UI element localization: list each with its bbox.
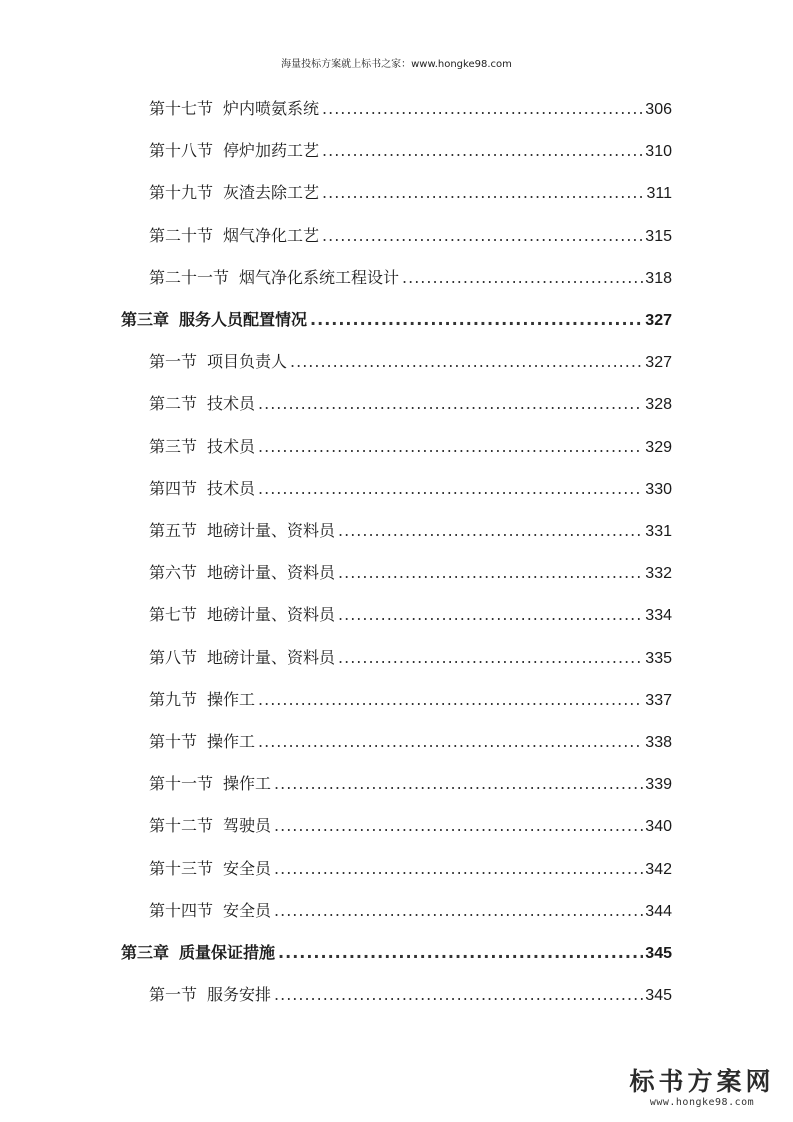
toc-entry-title: 烟气净化系统工程设计 <box>239 267 400 287</box>
toc-entry-page: 327 <box>645 312 672 329</box>
toc-entry-title: 地磅计量、资料员 <box>207 563 336 583</box>
toc-entry-number: 第十三节 <box>149 858 214 878</box>
toc-leader-dots <box>258 392 643 416</box>
toc-section-entry[interactable] <box>149 730 672 754</box>
toc-leader-dots <box>338 561 643 585</box>
toc-leader-dots <box>338 603 643 627</box>
toc-entry-number: 第九节 <box>149 689 198 709</box>
toc-leader-dots <box>258 477 643 501</box>
toc-section-entry[interactable] <box>149 392 672 416</box>
toc-entry-page: 329 <box>645 438 672 456</box>
toc-entry-number: 第二节 <box>149 394 198 414</box>
toc-entry-page: 331 <box>645 523 672 540</box>
toc-entry-number: 第三章 <box>121 310 170 329</box>
toc-section-entry[interactable] <box>149 603 672 627</box>
toc-entry-number: 第一节 <box>149 985 198 1005</box>
toc-entry-number: 第二十节 <box>149 225 214 245</box>
toc-entry-title: 炉内喷氨系统 <box>223 99 320 118</box>
toc-leader-dots <box>274 983 643 1007</box>
toc-section-entry[interactable] <box>149 435 672 459</box>
toc-entry-title: 地磅计量、资料员 <box>207 521 336 540</box>
toc-entry-title: 操作工 <box>207 689 256 709</box>
toc-leader-dots <box>310 308 643 332</box>
toc-entry-title: 操作工 <box>207 732 256 751</box>
toc-entry-page: 339 <box>645 776 672 794</box>
toc-leader-dots <box>290 350 643 374</box>
toc-entry-title: 技术员 <box>207 436 256 456</box>
toc-entry-number: 第四节 <box>149 478 198 498</box>
toc-leader-dots <box>274 772 643 796</box>
toc-leader-dots <box>274 857 643 881</box>
toc-leader-dots <box>258 688 643 712</box>
toc-leader-dots <box>338 519 643 543</box>
logo-url: www.hongke98.com <box>649 1097 755 1108</box>
toc-leader-dots <box>322 181 644 205</box>
toc-entry-title: 驾驶员 <box>223 816 272 836</box>
toc-entry-title: 安全员 <box>223 900 272 920</box>
toc-section-entry[interactable] <box>149 350 672 374</box>
toc-entry-number: 第十二节 <box>149 816 214 836</box>
page-header: 海量投标方案就上标书之家：www.hongke98.com <box>281 59 512 70</box>
toc-section-entry[interactable] <box>149 857 672 881</box>
toc-chapter-entry[interactable] <box>121 308 672 332</box>
toc-entry-number: 第十七节 <box>149 99 214 118</box>
toc-entry-number: 第一节 <box>149 352 198 372</box>
toc-entry-page: 315 <box>645 227 672 245</box>
toc-entry-page: 340 <box>645 818 672 836</box>
toc-entry-page: 338 <box>645 734 672 751</box>
toc-entry-page: 328 <box>645 396 672 414</box>
toc-section-entry[interactable] <box>149 688 672 712</box>
toc-entry-title: 停炉加药工艺 <box>223 141 320 161</box>
toc-chapter-entry[interactable] <box>121 941 672 965</box>
toc-entry-title: 操作工 <box>223 774 272 794</box>
toc-entry-number: 第七节 <box>149 605 198 625</box>
toc-entry-number: 第十八节 <box>149 141 214 161</box>
toc-leader-dots <box>322 97 643 121</box>
toc-entry-title: 地磅计量、资料员 <box>207 647 336 667</box>
toc-section-entry[interactable] <box>149 983 672 1007</box>
toc-section-entry[interactable] <box>149 519 672 543</box>
toc-entry-page: 342 <box>645 860 672 878</box>
toc-leader-dots <box>274 814 643 838</box>
toc-entry-page: 332 <box>645 565 672 583</box>
watermark-logo <box>627 1067 777 1108</box>
toc-section-entry[interactable] <box>149 477 672 501</box>
toc-leader-dots <box>322 224 643 248</box>
toc-entry-title: 灰渣去除工艺 <box>223 183 320 203</box>
toc-entry-page: 330 <box>645 480 672 498</box>
toc-leader-dots <box>338 646 643 670</box>
toc-entry-title: 服务安排 <box>207 985 272 1005</box>
toc-leader-dots <box>274 899 643 923</box>
toc-entry-page: 345 <box>645 987 672 1005</box>
toc-entry-number: 第三章 <box>121 943 170 962</box>
toc-section-entry[interactable] <box>149 139 672 163</box>
toc-entry-number: 第十九节 <box>149 183 214 203</box>
toc-entry-page: 318 <box>645 269 672 287</box>
toc-section-entry[interactable] <box>149 772 672 796</box>
toc-section-entry[interactable] <box>149 561 672 585</box>
toc-section-entry[interactable] <box>149 899 672 923</box>
toc-entry-number: 第五节 <box>149 521 198 540</box>
toc-entry-title: 烟气净化工艺 <box>223 225 320 245</box>
toc-entry-page: 335 <box>645 649 672 667</box>
toc-entry-page: 334 <box>645 607 672 625</box>
toc-leader-dots <box>258 730 643 754</box>
toc-entry-number: 第十节 <box>149 732 198 751</box>
toc-section-entry[interactable] <box>149 814 672 838</box>
toc-section-entry[interactable] <box>149 266 672 290</box>
toc-entry-page: 311 <box>646 185 672 203</box>
toc-entry-page: 337 <box>645 691 672 709</box>
toc-section-entry[interactable] <box>149 97 672 121</box>
toc-entry-number: 第二十一节 <box>149 267 230 287</box>
toc-entry-title: 技术员 <box>207 394 256 414</box>
toc-leader-dots <box>402 266 643 290</box>
toc-entry-title: 项目负责人 <box>207 352 288 372</box>
toc-entry-title: 安全员 <box>223 858 272 878</box>
toc-section-entry[interactable] <box>149 646 672 670</box>
toc-entry-page: 327 <box>645 354 672 372</box>
toc-entry-number: 第十一节 <box>149 774 214 794</box>
toc-entry-page: 344 <box>645 902 672 920</box>
toc-entry-number: 第十四节 <box>149 900 214 920</box>
toc-leader-dots <box>258 435 643 459</box>
toc-section-entry[interactable] <box>149 224 672 248</box>
toc-entry-number: 第六节 <box>149 563 198 583</box>
logo-brand: 标书方案网 <box>629 1067 775 1096</box>
toc-entry-number: 第八节 <box>149 647 198 667</box>
toc-entry-title: 地磅计量、资料员 <box>207 605 336 625</box>
toc-entry-page: 306 <box>645 101 672 118</box>
toc-leader-dots <box>322 139 643 163</box>
toc-entry-page: 310 <box>645 143 672 161</box>
toc-entry-title: 技术员 <box>207 478 256 498</box>
toc-leader-dots <box>278 941 643 965</box>
toc-entry-title: 服务人员配置情况 <box>179 310 308 329</box>
toc-entry-page: 345 <box>645 945 672 962</box>
toc-entry-title: 质量保证措施 <box>179 943 276 962</box>
toc-section-entry[interactable] <box>149 181 672 205</box>
toc-entry-number: 第三节 <box>149 436 198 456</box>
